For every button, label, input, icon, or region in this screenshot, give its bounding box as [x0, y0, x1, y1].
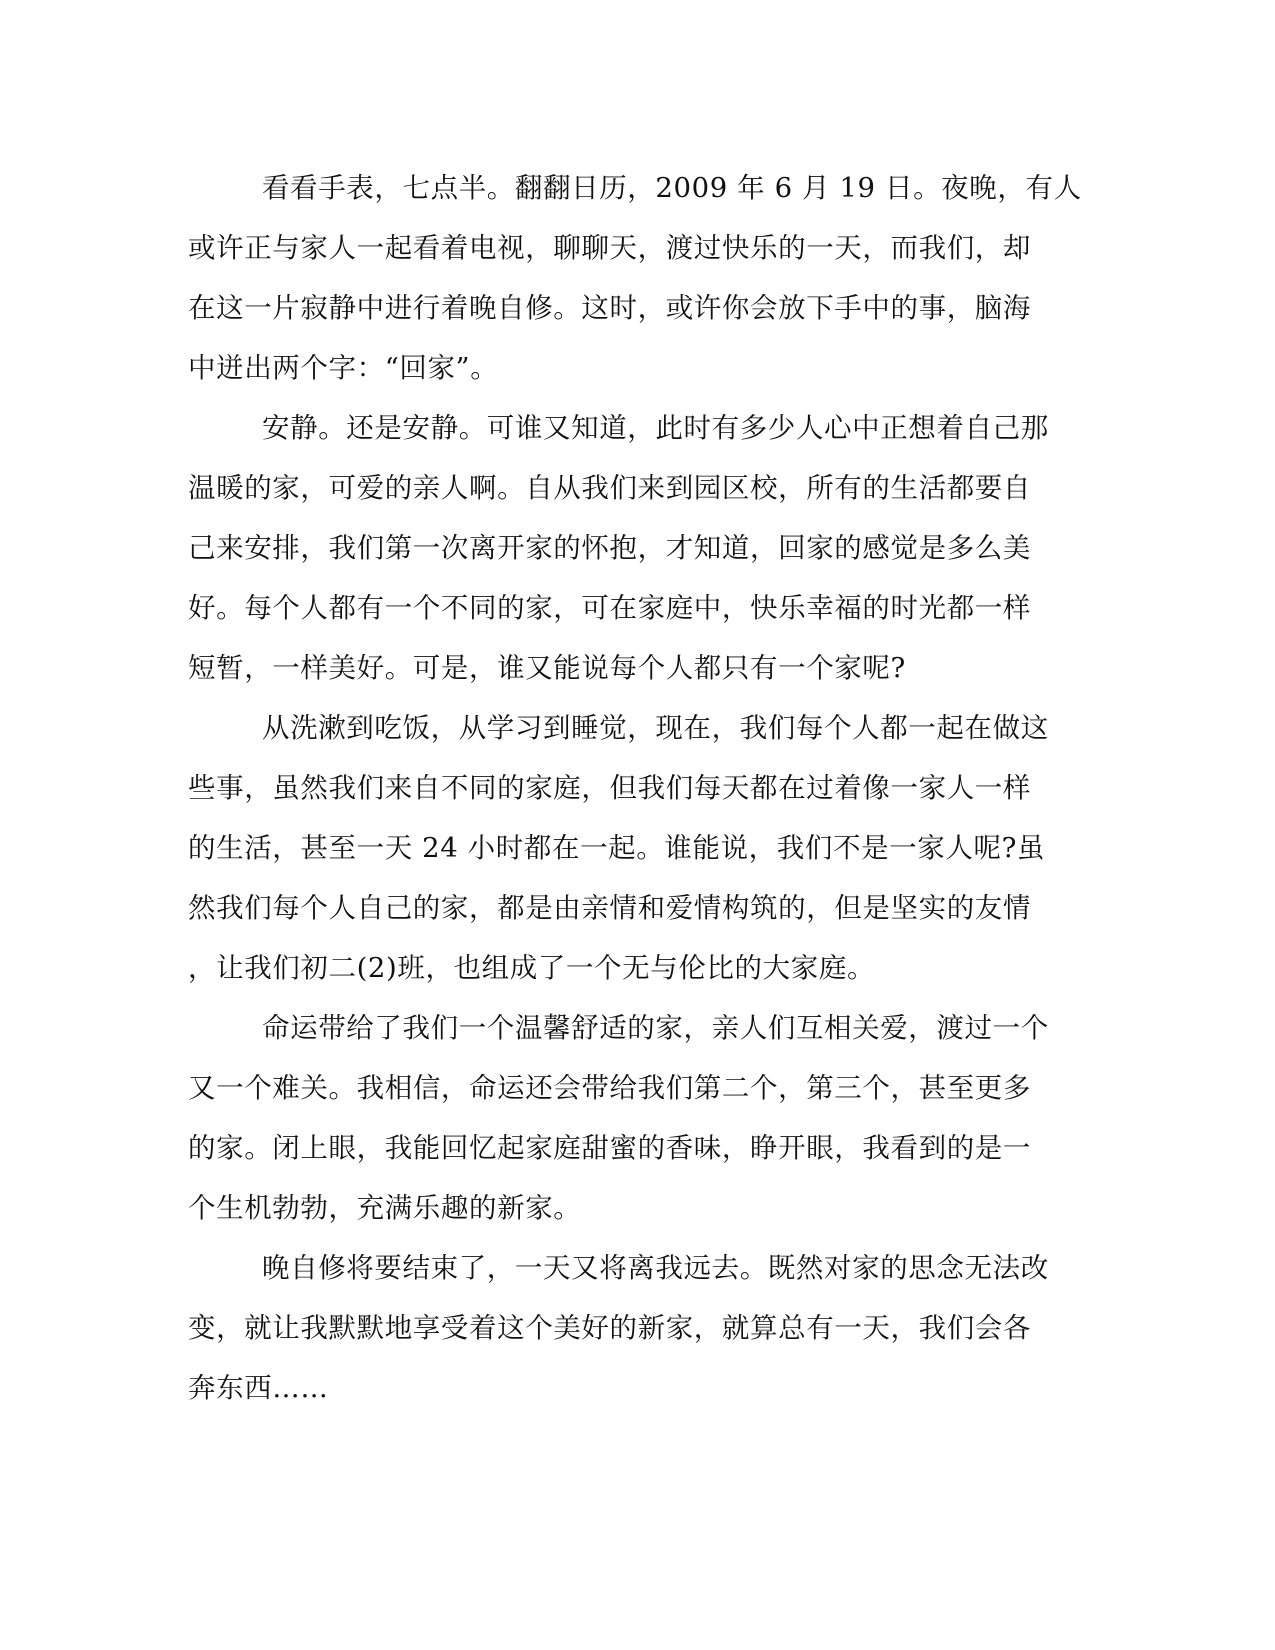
- text-line: 好。每个人都有一个不同的家，可在家庭中，快乐幸福的时光都一样: [188, 592, 1031, 624]
- text-line: 在这一片寂静中进行着晚自修。这时，或许你会放下手中的事，脑海: [188, 292, 1031, 324]
- text-line: 又一个难关。我相信，命运还会带给我们第二个，第三个，甚至更多: [188, 1072, 1031, 1104]
- text-line: 安静。还是安静。可谁又知道，此时有多少人心中正想着自己那: [262, 412, 1049, 444]
- text-line: ，让我们初二(2)班，也组成了一个无与伦比的大家庭。: [188, 952, 876, 984]
- text-line: 命运带给了我们一个温馨舒适的家，亲人们互相关爱，渡过一个: [262, 1012, 1049, 1044]
- text-line: 奔东西……: [188, 1372, 329, 1404]
- text-line: 短暂，一样美好。可是，谁又能说每个人都只有一个家呢?: [188, 652, 906, 684]
- text-line: 的家。闭上眼，我能回忆起家庭甜蜜的香味，睁开眼，我看到的是一: [188, 1132, 1031, 1164]
- text-line: 中迸出两个字：“回家”。: [188, 352, 499, 384]
- text-line: 温暖的家，可爱的亲人啊。自从我们来到园区校，所有的生活都要自: [188, 472, 1031, 504]
- text-line: 个生机勃勃，充满乐趣的新家。: [188, 1192, 582, 1224]
- text-line: 从洗漱到吃饭，从学习到睡觉，现在，我们每个人都一起在做这: [262, 712, 1049, 744]
- text-line: 或许正与家人一起看着电视，聊聊天，渡过快乐的一天，而我们，却: [188, 232, 1031, 264]
- text-line: 变，就让我默默地享受着这个美好的新家，就算总有一天，我们会各: [188, 1312, 1031, 1344]
- text-line: 晚自修将要结束了，一天又将离我远去。既然对家的思念无法改: [262, 1252, 1049, 1284]
- text-line: 些事，虽然我们来自不同的家庭，但我们每天都在过着像一家人一样: [188, 772, 1031, 804]
- text-line: 的生活，甚至一天 24 小时都在一起。谁能说，我们不是一家人呢?虽: [188, 832, 1046, 864]
- essay-body: [188, 158, 1082, 1418]
- text-line: 然我们每个人自己的家，都是由亲情和爱情构筑的，但是坚实的友情: [188, 892, 1031, 924]
- text-line: 看看手表，七点半。翻翻日历，2009 年 6 月 19 日。夜晚，有人: [262, 172, 1082, 204]
- text-line: 己来安排，我们第一次离开家的怀抱，才知道，回家的感觉是多么美: [188, 532, 1031, 564]
